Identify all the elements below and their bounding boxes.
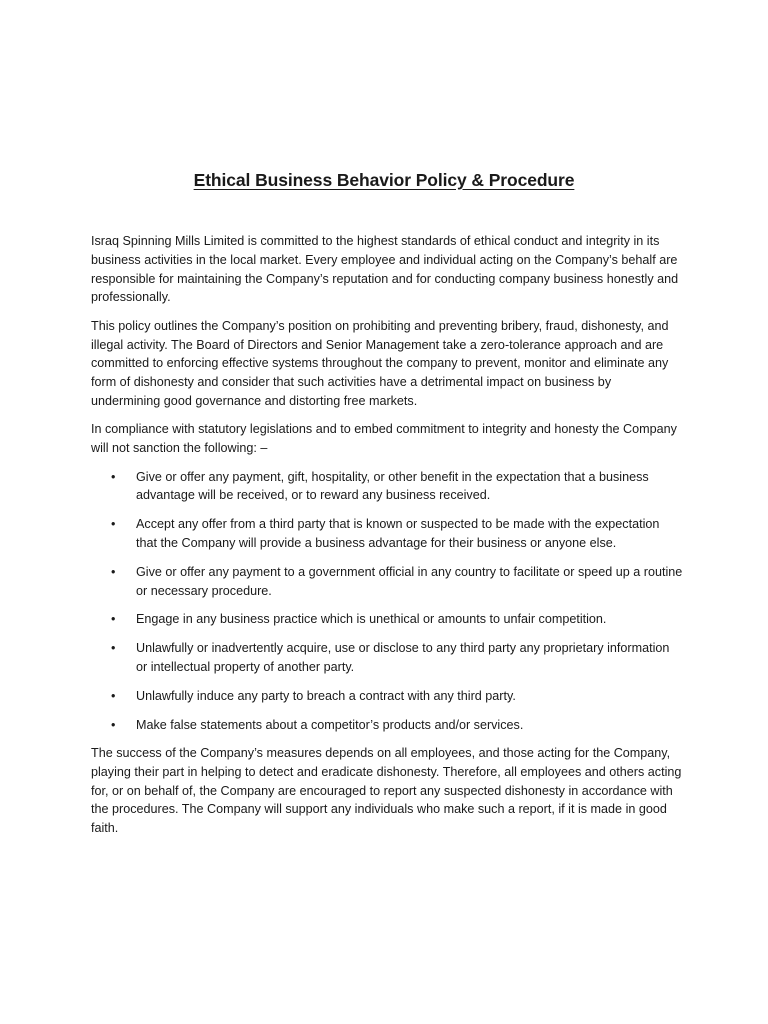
list-item-text: Engage in any business practice which is unethical or amounts to unfair competition.	[136, 612, 607, 627]
intro-paragraph: Israq Spinning Mills Limited is committed to the highest standards of ethical conduct and integrity in its business activities in the local market. Every employee and individual acting on the Company’s behalf are responsible for maintaining the Company’s reputation and for conducting company business honestly and professionally.	[91, 234, 679, 305]
list-item	[91, 610, 683, 629]
list-item-text: Unlawfully or inadvertently acquire, use or disclose to any third party any proprietary information or intellectual property of another party.	[136, 641, 670, 674]
bullet-icon: •	[111, 717, 116, 732]
list-item	[91, 563, 683, 601]
bullet-icon: •	[111, 564, 116, 579]
document-body	[91, 232, 683, 847]
policy-paragraph: This policy outlines the Company’s position on prohibiting and preventing bribery, fraud, dishonesty, and illegal activity. The Board of Directors and Senior Management take a zero-tolerance approach and are committed to enforcing effective systems throughout the company to prevent, monitor and eliminate any form of dishonesty and consider that such activities have a detrimental impact on business by undermining good governance and distorting free markets.	[91, 318, 669, 408]
list-item	[91, 468, 683, 506]
bullet-icon: •	[111, 688, 116, 703]
closing-paragraph: The success of the Company’s measures depends on all employees, and those acting for the Company, playing their part in helping to detect and eradicate dishonesty. Therefore, all employees and others acting for, or on behalf of, the Company are encouraged to report any suspected dishonesty in accordance with the procedures. The Company will support any individuals who make such a report, if it is made in good faith.	[91, 745, 682, 836]
bullet-icon: •	[111, 469, 116, 484]
list-item	[91, 515, 683, 553]
list-item-text: Give or offer any payment, gift, hospitality, or other benefit in the expectation that a business advantage will be received, or to reward any business received.	[136, 469, 649, 503]
bullet-icon: •	[111, 517, 116, 532]
list-item-text: Make false statements about a competitor’s products and/or services.	[136, 717, 524, 732]
document-title: Ethical Business Behavior Policy & Procedure	[193, 170, 575, 190]
prohibited-actions-list	[91, 468, 683, 735]
list-item-text: Accept any offer from a third party that is known or suspected to be made with the expectation that the Company will provide a business advantage for their business or anyone else.	[136, 517, 660, 550]
compliance-paragraph: In compliance with statutory legislations and to embed commitment to integrity and honesty the Company will not sanction the following: –	[91, 422, 677, 456]
list-item	[91, 716, 683, 735]
list-item-text: Unlawfully induce any party to breach a contract with any third party.	[136, 688, 516, 703]
bullet-icon: •	[111, 641, 116, 656]
list-item-text: Give or offer any payment to a government official in any country to facilitate or speed up a routine or necessary procedure.	[136, 564, 683, 598]
bullet-icon: •	[111, 612, 116, 627]
list-item	[91, 687, 683, 706]
list-item	[91, 639, 683, 677]
